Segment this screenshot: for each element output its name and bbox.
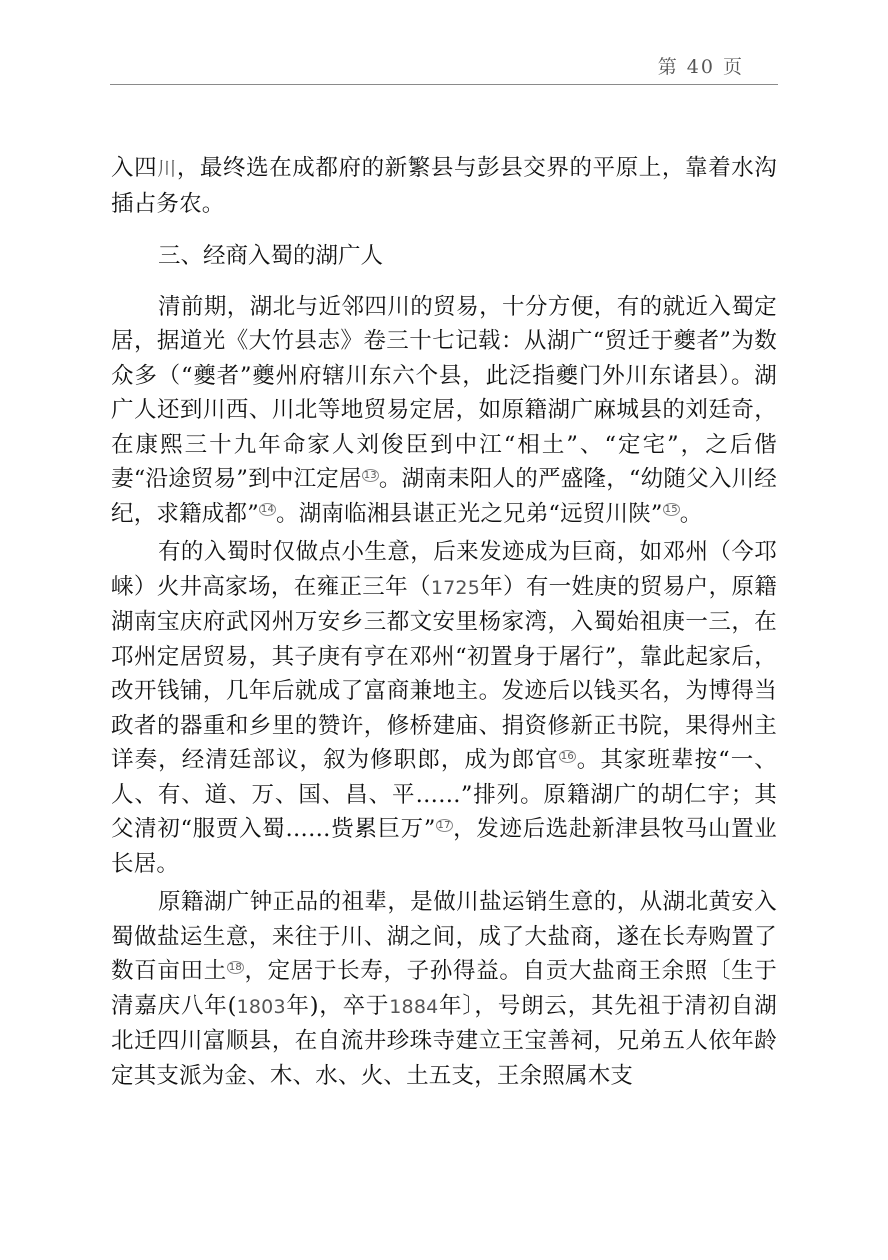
text-run: 有的入蜀时仅做点小生意，后来发迹成为巨商，如邓州（今邛崃）火井高家场，在雍正三年（ [111, 539, 777, 600]
footnote-marker: 15 [664, 504, 678, 515]
year-number: 1884 [389, 995, 439, 1018]
text-run: 年）有一姓庚的贸易户，原籍湖南宝庆府武冈州万安乡三都文安里杨家湾，入蜀始祖庚一三，在邛州定居贸易，其子庚有亨在邓州“初置身于屠行”，靠此起家后，改开钱铺，几年后就成了富商兼地主。发迹后以钱买名，为博得当政者的器重和乡里的赞许，修桥建庙、捐资修新正书院，果得州主详奏，经清廷部议，叙为修职郎，成为郎官 [111, 573, 777, 773]
text-run: ，定居于长寿，子孙得益。自贡大盐商王余照〔生于清嘉庆八年( [111, 958, 777, 1019]
text-run: 。其家班辈按“一、人、有、道、万、国、昌、平……”排列。原籍湖广的胡仁宇；其父清初“服贾入蜀……赀累巨万” [111, 747, 777, 842]
text-run: ，最终选在成都府的新繁县与彭县交界的平原上，靠着水沟插占务农。 [111, 155, 778, 217]
text-run: 川 [157, 158, 177, 180]
paragraph-trade [111, 290, 777, 532]
text-run: 。湖南耒阳人的严盛隆，“幼随父入川经纪，求籍成都” [111, 466, 777, 527]
text-run: ，发迹后选赴新津县牧马山置业长居。 [111, 816, 777, 877]
document-body [111, 151, 777, 1093]
year-number: 1803 [236, 995, 286, 1018]
page-header [110, 46, 778, 85]
paragraph-merchant [111, 535, 777, 881]
text-run: 原籍湖广钟正品的祖辈，是做川盐运销生意的，从湖北黄安入蜀做盐运生意，来往于川、湖之间，成了大盐商，遂在长寿购置了数百亩田土 [111, 889, 777, 984]
paragraph-salt-merchant [111, 885, 777, 1093]
page-number: 第 40 页 [657, 56, 744, 78]
footnote-marker: 16 [560, 750, 574, 762]
footnote-marker: 13 [363, 469, 377, 481]
paragraph-continuation [111, 151, 777, 221]
text-run: 年〕，号朗云，其先祖于清初自湖北迁四川富顺县，在自流井珍珠寺建立王宝善祠，兄弟五人依年龄定其支派为金、木、水、火、土五支，王余照属木支 [111, 992, 777, 1089]
text-run: 年)，卒于 [285, 992, 390, 1019]
footnote-marker: 18 [228, 961, 242, 973]
text-run: 入四 [111, 155, 158, 181]
footnote-marker: 17 [437, 819, 451, 831]
footnote-marker: 14 [260, 504, 275, 515]
text-run: 。湖南临湘县谌正光之兄弟“远贸川陕” [276, 500, 663, 527]
year-number: 1725 [430, 576, 480, 599]
section-heading: 三、经商入蜀的湖广人 [158, 243, 384, 269]
text-run: 清前期，湖北与近邻四川的贸易，十分方便，有的就近入蜀定居，据道光《大竹县志》卷三十七记载：从湖广“贸迁于夔者”为数众多（“夔者”夔州府辖川东六个县，此泛指夔门外川东诸县）。湖广人还到川西、川北等地贸易定居，如原籍湖广麻城县的刘廷奇，在康熙三十九年命家人刘俊臣到中江“相土”、“定宅”，之后偕妻“沿途贸易”到中江定居 [111, 293, 777, 492]
text-run: 。 [679, 500, 703, 527]
